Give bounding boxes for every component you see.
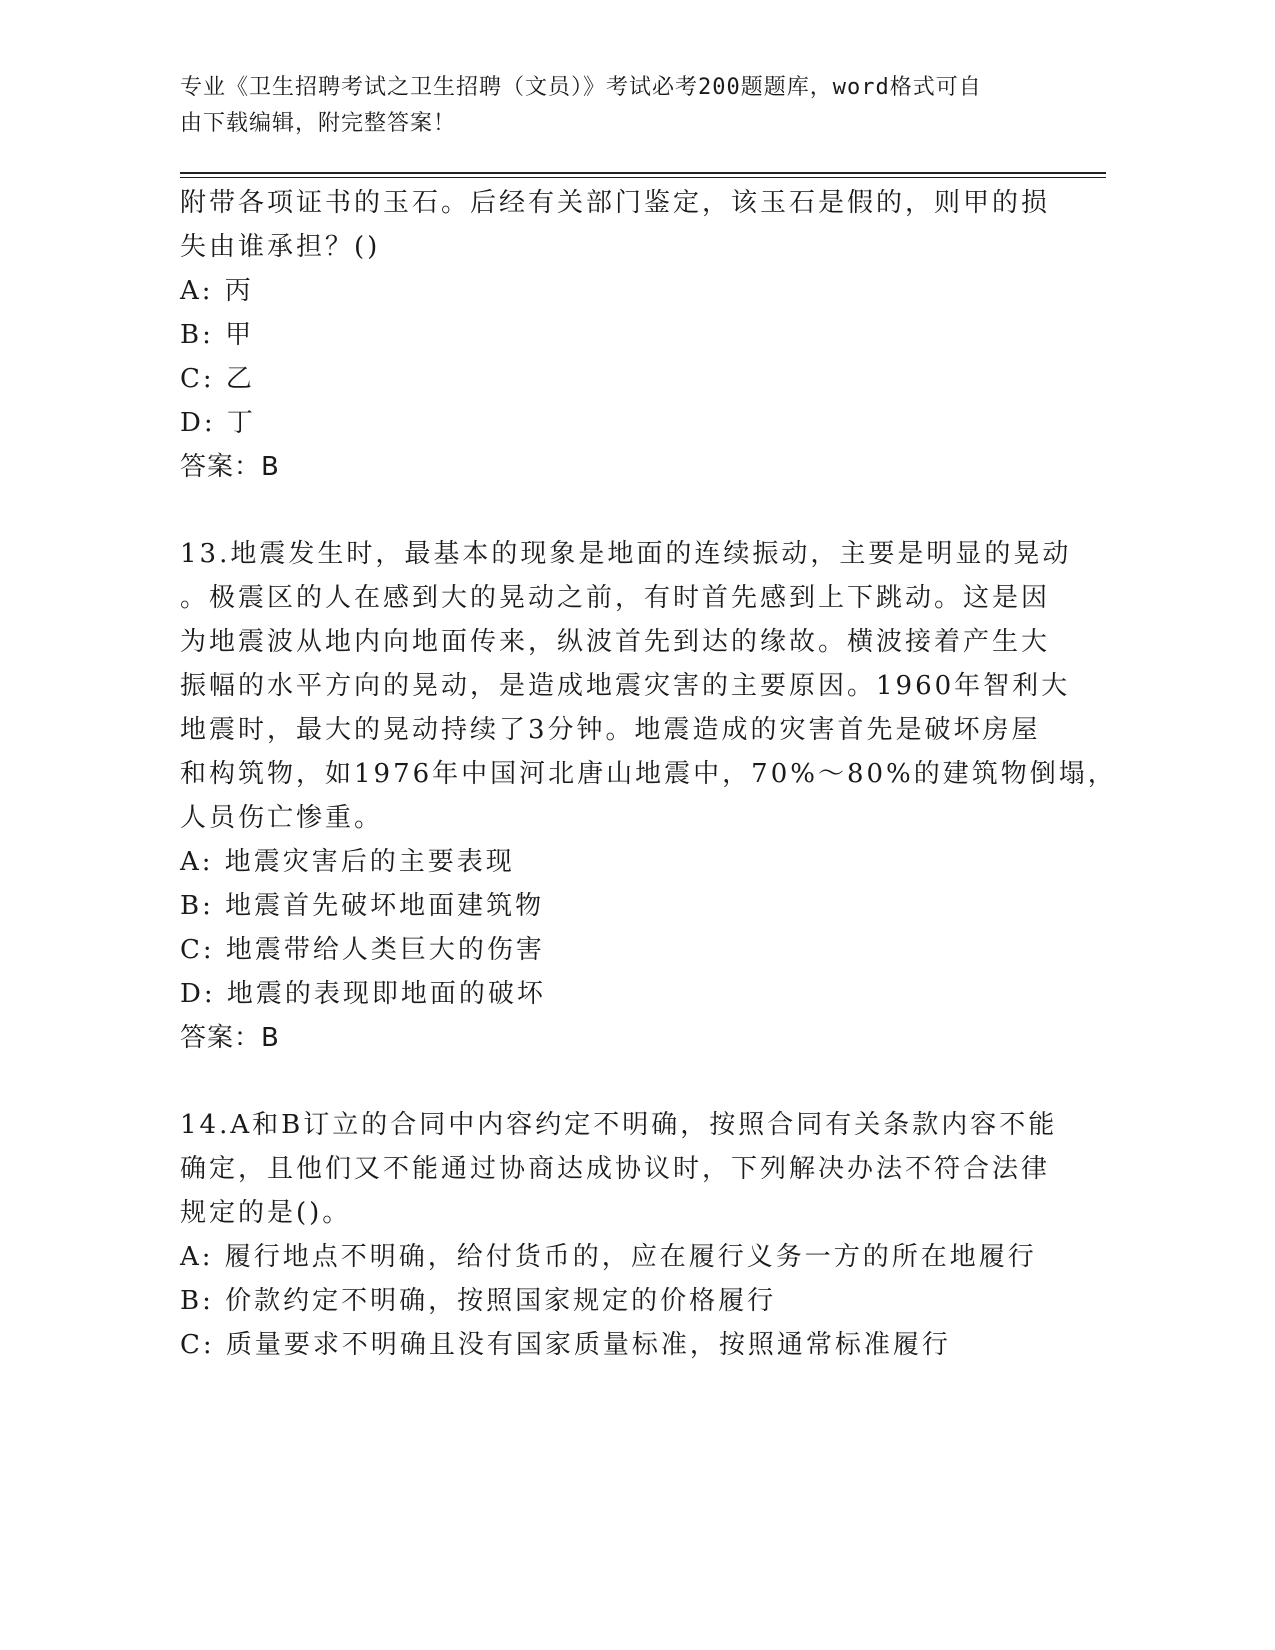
question-14 [180, 1103, 1060, 1367]
question-gap [180, 1060, 1060, 1103]
answer-label: 答案：B [180, 452, 280, 482]
answer-label: 答案：B [180, 1023, 280, 1053]
header-line-2: 由下载编辑，附完整答案！ [180, 111, 457, 136]
option-d: D: 地震的表现即地面的破坏 [180, 979, 546, 1009]
option-c: C: 质量要求不明确且没有国家质量标准，按照通常标准履行 [180, 1330, 951, 1360]
question-stem-line: 13.地震发生时，最基本的现象是地面的连续振动，主要是明显的晃动 [180, 539, 1072, 569]
question-stem-line: 振幅的水平方向的晃动，是造成地震灾害的主要原因。1960年智利大 [180, 671, 1071, 701]
question-stem-line: 附带各项证书的玉石。后经有关部门鉴定，该玉石是假的，则甲的损 [180, 188, 1051, 218]
question-stem-line: 14.A和B订立的合同中内容约定不明确，按照合同有关条款内容不能 [180, 1110, 1058, 1140]
header-rule-thick [180, 172, 1106, 174]
question-stem-line: 失由谁承担？() [180, 232, 381, 262]
option-c: C: 地震带给人类巨大的伤害 [180, 935, 545, 965]
question-stem-line: 。极震区的人在感到大的晃动之前，有时首先感到上下跳动。这是因 [180, 583, 1051, 613]
option-a: A: 地震灾害后的主要表现 [180, 847, 515, 877]
question-12 [180, 181, 1060, 489]
option-a: A: 丙 [180, 276, 254, 306]
question-gap [180, 489, 1060, 532]
question-stem-line: 和构筑物，如1976年中国河北唐山地震中，70%～80%的建筑物倒塌， [180, 759, 1117, 789]
question-stem-line: 规定的是()。 [180, 1198, 352, 1228]
option-a: A: 履行地点不明确，给付货币的，应在履行义务一方的所在地履行 [180, 1242, 1037, 1272]
option-b: B: 地震首先破坏地面建筑物 [180, 891, 545, 921]
question-stem-line: 人员伤亡惨重。 [180, 803, 384, 833]
option-d: D: 丁 [180, 408, 256, 438]
question-stem-line: 确定，且他们又不能通过协商达成协议时，下列解决办法不符合法律 [180, 1154, 1051, 1184]
question-stem-line: 地震时，最大的晃动持续了3分钟。地震造成的灾害首先是破坏房屋 [180, 715, 1041, 745]
option-b: B: 甲 [180, 320, 255, 350]
document-body [180, 181, 1117, 1367]
option-b: B: 价款约定不明确，按照国家规定的价格履行 [180, 1286, 777, 1316]
question-stem-line: 为地震波从地内向地面传来，纵波首先到达的缘故。横波接着产生大 [180, 627, 1051, 657]
question-13 [180, 532, 1117, 1060]
option-c: C: 乙 [180, 364, 255, 394]
document-header [180, 70, 1040, 142]
header-rule-thin [180, 177, 1106, 178]
header-line-1: 专业《卫生招聘考试之卫生招聘（文员）》考试必考200题题库，word格式可自 [180, 75, 982, 100]
